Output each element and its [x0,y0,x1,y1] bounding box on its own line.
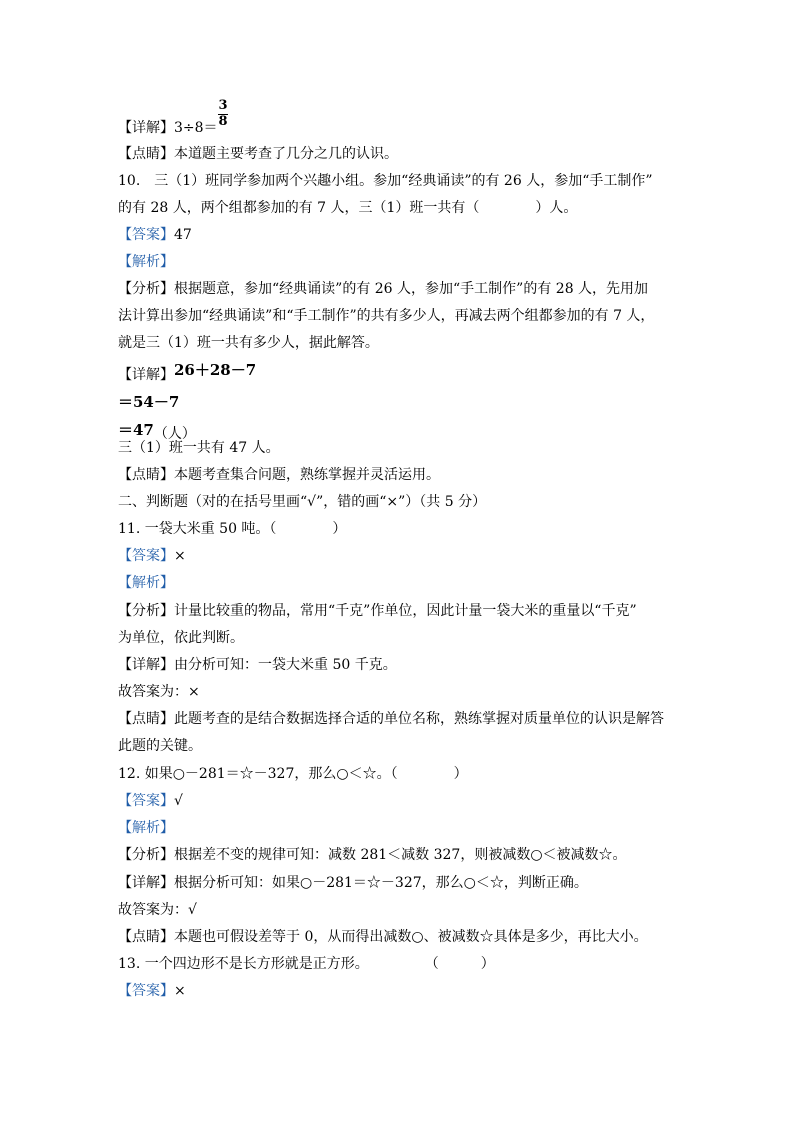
detail-label: 【详解】 [118,120,174,136]
analysis-10-line2: 法计算出参加“经典诵读”和“手工制作”的共有多少人，再减去两个组都参加的有 7 人， [118,308,655,324]
analysis-10-line1: 【分析】根据题意，参加“经典诵读”的有 26 人，参加“手工制作”的有 28 人，先用加 [118,281,649,297]
answer-value: × [174,548,186,564]
analysis-label-10: 【解析】 [118,254,174,270]
analysis-10-line3: 就是三（1）班一共有多少人，据此解答。 [118,335,379,351]
analysis-11-line2: 为单位，依此判断。 [118,630,244,646]
math-expression: 26＋28－7 [174,361,257,379]
answer-label: 【答案】 [118,983,174,999]
detail-11: 【详解】由分析可知：一袋大米重 50 千克。 [118,657,397,673]
line-detail-9 [118,118,218,138]
answer-13 [118,981,186,1001]
question-10-line2: 的有 28 人，两个组都参加的有 7 人，三（1）班一共有（ ）人。 [118,200,578,216]
comment-12: 【点睛】本题也可假设差等于 0，从而得出减数○、被减数☆具体是多少，再比大小。 [118,929,648,945]
math-unit: （人） [153,426,196,442]
detail-12: 【详解】根据分析可知：如果○－281＝☆－327，那么○＜☆，判断正确。 [118,875,588,891]
answer-11 [118,546,186,566]
question-12: 12. 如果○－281＝☆－327，那么○＜☆。（ ） [118,766,468,782]
detail-label: 【详解】 [118,367,174,383]
fraction [218,99,228,129]
comment-10: 【点睛】本题考查集合问题，熟练掌握并灵活运用。 [118,467,440,483]
final-answer-11: 故答案为：× [118,684,200,700]
answer-value: 47 [174,227,192,243]
question-10-line1: 10. 三（1）班同学参加两个兴趣小组。参加“经典诵读”的有 26 人，参加“手工制作” [118,173,653,189]
analysis-label-11: 【解析】 [118,575,174,591]
detail-expression: 3÷8＝ [174,120,218,136]
fraction-numerator: 3 [218,98,228,113]
comment-11-line1: 【点睛】此题考查的是结合数据选择合适的单位名称，熟练掌握对质量单位的认识是解答 [118,711,664,727]
answer-label: 【答案】 [118,227,174,243]
analysis-11-line1: 【分析】计量比较重的物品，常用“千克”作单位，因此计量一袋大米的重量以“千克” [118,603,637,619]
comment-11-line2: 此题的关键。 [118,738,202,754]
fraction-denominator: 8 [218,114,228,129]
answer-label: 【答案】 [118,793,174,809]
math-result: ＝47 [118,421,154,439]
analysis-12: 【分析】根据差不变的规律可知：减数 281＜减数 327，则被减数○＜被减数☆。 [118,847,627,863]
answer-value: × [174,983,186,999]
detail-10-line1 [118,361,257,385]
detail-10-conclusion: 三（1）班一共有 47 人。 [118,440,280,456]
final-answer-12: 故答案为：√ [118,902,197,918]
answer-value: √ [174,793,183,809]
line-comment-9: 【点睛】本道题主要考查了几分之几的认识。 [118,146,398,162]
answer-label: 【答案】 [118,548,174,564]
answer-12 [118,791,183,811]
analysis-label-12: 【解析】 [118,820,174,836]
detail-10-line2: ＝54－7 [118,393,180,411]
question-11: 11. 一袋大米重 50 吨。（ ） [118,521,347,537]
answer-10 [118,225,192,245]
question-13: 13. 一个四边形不是长方形就是正方形。 （ ） [118,956,495,972]
section-heading-judgement: 二、判断题（对的在括号里画“√”，错的画“×”）（共 5 分） [118,494,487,510]
